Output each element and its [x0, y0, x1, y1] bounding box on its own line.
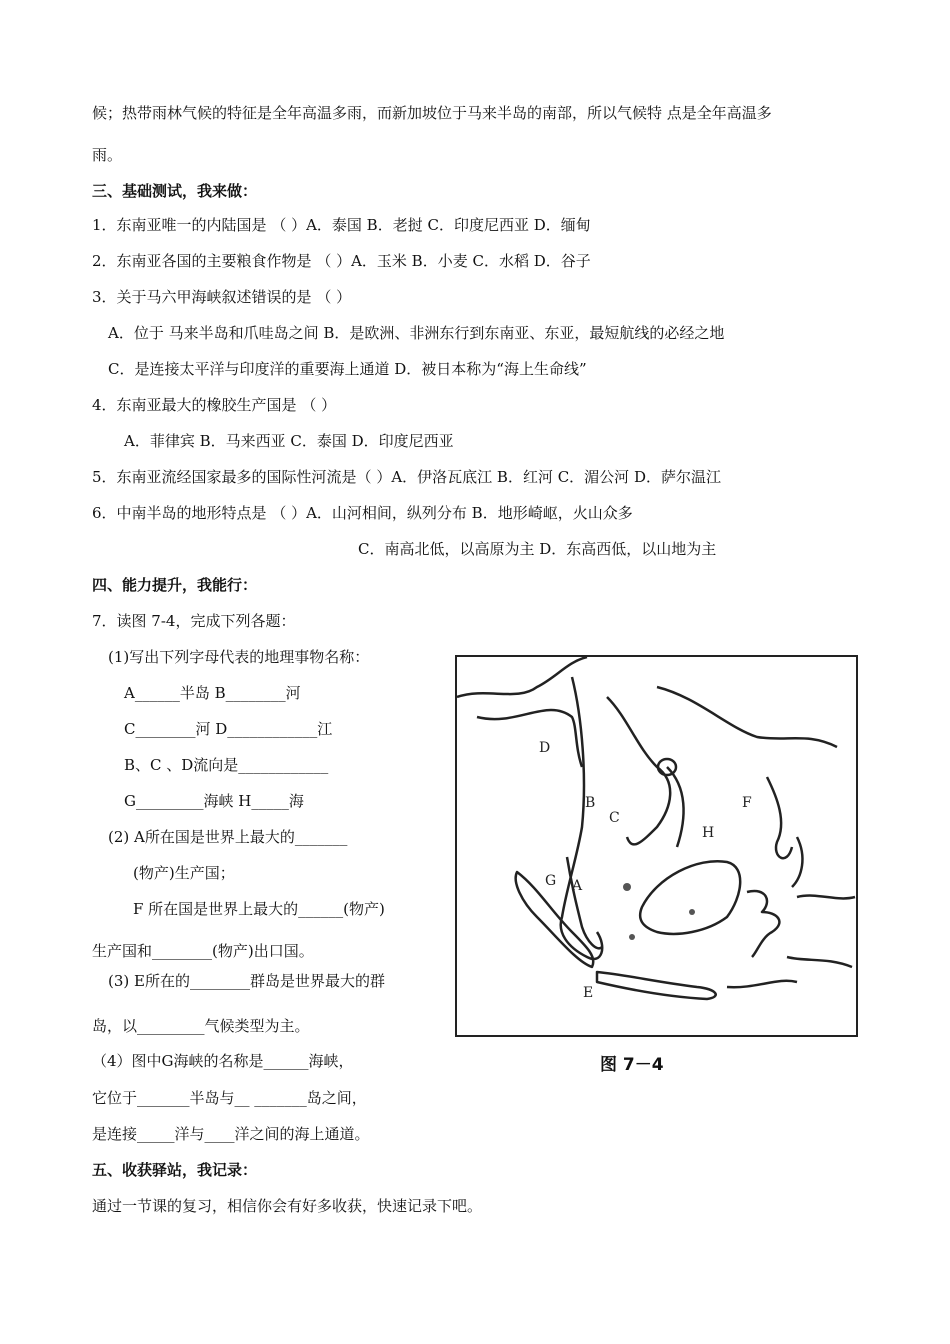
section-4-title: 四、能力提升，我能行： — [92, 576, 258, 594]
q7-part-2-line-2: (物产)生产国； — [133, 864, 235, 882]
q7-part-1: (1)写出下列字母代表的地理事物名称： — [108, 648, 370, 666]
question-4: 4．东南亚最大的橡胶生产国是 （ ） — [92, 396, 337, 414]
map-label-b: B — [585, 795, 596, 811]
question-7: 7．读图 7-4，完成下列各题： — [92, 612, 296, 630]
q7-part-4-line-2: 它位于_______半岛与__ _______岛之间， — [92, 1089, 367, 1107]
map-drawing — [457, 657, 856, 1035]
map-label-e: E — [583, 985, 594, 1001]
map-label-g: G — [545, 873, 557, 889]
q7-part-1-line-2: C________河 D____________江 — [124, 720, 333, 738]
section-5-text: 通过一节课的复习，相信你会有好多收获，快速记录下吧。 — [92, 1197, 483, 1215]
southeast-asia-map — [455, 655, 858, 1037]
section-3-title: 三、基础测试，我来做： — [92, 182, 258, 200]
q7-part-1-line-3: B、C 、D流向是____________ — [124, 756, 329, 774]
q7-part-2-line-4: 生产国和________(物产)出口国。 — [92, 942, 314, 960]
q7-part-1-line-1: A______半岛 B________河 — [124, 684, 301, 702]
question-5: 5．东南亚流经国家最多的国际性河流是（ ）A．伊洛瓦底江 B．红河 C．湄公河 D．萨尔温江 — [92, 468, 721, 486]
section-5-title: 五、收获驿站，我记录： — [92, 1161, 258, 1179]
q7-part-2-line-3: F 所在国是世界上最大的______(物产) — [133, 900, 385, 918]
q7-part-3: (3) E所在的________群岛是世界最大的群 — [108, 972, 385, 990]
q7-part-3-line-2: 岛，以_________气候类型为主。 — [92, 1017, 310, 1035]
map-label-h: H — [702, 825, 715, 841]
question-1: 1．东南亚唯一的内陆国是 （ ）A．泰国 B．老挝 C．印度尼西亚 D．缅甸 — [92, 216, 591, 234]
map-label-c: C — [609, 810, 620, 826]
map-label-f: F — [742, 795, 752, 811]
q7-part-4: （4）图中G海峡的名称是______海峡， — [92, 1052, 354, 1070]
intro-line-2: 雨。 — [92, 146, 123, 164]
question-2: 2．东南亚各国的主要粮食作物是 （ ）A．玉米 B．小麦 C．水稻 D．谷子 — [92, 252, 591, 270]
q7-part-4-line-3: 是连接_____洋与____洋之间的海上通道。 — [92, 1125, 370, 1143]
q7-part-1-line-4: G_________海峡 H_____海 — [124, 792, 304, 810]
question-3-options-cd: C．是连接太平洋与印度洋的重要海上通道 D．被日本称为“海上生命线” — [108, 360, 587, 378]
question-6-options-cd: C．南高北低，以高原为主 D．东高西低，以山地为主 — [358, 540, 717, 558]
question-3: 3．关于马六甲海峡叙述错误的是 （ ） — [92, 288, 352, 306]
question-4-options: A．菲律宾 B．马来西亚 C．泰国 D．印度尼西亚 — [124, 432, 454, 450]
map-label-d: D — [539, 740, 551, 756]
map-label-a: A — [572, 878, 583, 894]
q7-part-2: (2) A所在国是世界上最大的_______ — [108, 828, 348, 846]
map-caption: 图 7－4 — [600, 1055, 664, 1075]
intro-line-1: 候；热带雨林气候的特征是全年高温多雨，而新加坡位于马来半岛的南部，所以气候特 点是全年高温多 — [92, 104, 772, 122]
question-6: 6．中南半岛的地形特点是 （ ）A．山河相间，纵列分布 B．地形崎岖，火山众多 — [92, 504, 633, 522]
question-3-options-ab: A．位于 马来半岛和爪哇岛之间 B．是欧洲、非洲东行到东南亚、东亚，最短航线的必经之地 — [108, 324, 725, 342]
